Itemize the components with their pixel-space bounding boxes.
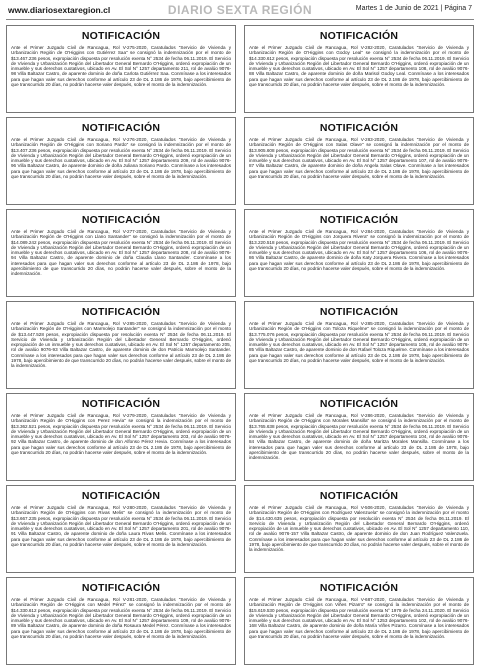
notice-box [6,577,236,665]
notice-box [6,393,236,481]
notice-box [6,25,236,113]
notice-title: NOTIFICACIÓN [81,306,161,318]
notice-body: Ante el Primer Juzgado Civil de Rancagua, Rol V-276-2020, Caratulados "Servicio de Vivienda y Urbanización Región de O'Higgins con Soriano Pardo" se consignó la indemnización por el monto de $13.407.236 pesos, expropiación dispuesta por resolución exenta N° 2534 de fecha 06.11.2019. El Servicio de Vivienda y Urbanización Región del Libertador General Bernardo O'Higgins, ordenó expropiación de un inmueble y sus derechos cuotativos, ubicado en Av. El Sol N° 1257 departamento 209, rol de avalúo 9076-96 Villa Baltazar Castro, de aparente dominio de doña Juliana Soriano Pardo. Conmínase a los interesados para que hagan valer sus derechos conforme al artículo 23 de DL 2.186 de 1978, bajo apercibimiento de que transcurrido 20 días, no podrán hacerse valer después, sobre el monto de la indemnización. [11,137,231,179]
notice-title: NOTIFICACIÓN [319,122,399,134]
notice-box [244,117,474,205]
notice-box [6,209,236,297]
notice-box [6,485,236,573]
notice-box [244,209,474,297]
notice-body: Ante el Primer Juzgado Civil de Rancagua, Rol V-283-2020, Caratulados "Servicio de Vivienda y Urbanización Región de O'Higgins con Salas Olave" se consignó la indemnización por el monto de $13.905.608 pesos, expropiación dispuesta por resolución exenta N° 2534 de fecha 06.11.2019. El Servicio de Vivienda y Urbanización Región del Libertador General Bernardo O'Higgins, ordenó expropiación de un inmueble y sus derechos cuotativos, ubicado en Av. El Sol N° 1257 departamento 107, rol de avalúo 9076-87 Villa Baltazar Castro, de aparente dominio de doña Angela Salas Olave. Conmínase a los interesados para que hagan valer sus derechos conforme al artículo 23 de DL 2.186 de 1978, bajo apercibimiento de que transcurrido 20 días, no podrán hacerse valer después, sobre el monto de la indemnización. [249,137,469,179]
notice-title: NOTIFICACIÓN [81,214,161,226]
notice-title: NOTIFICACIÓN [81,582,161,594]
notice-body: Ante el Primer Juzgado Civil de Rancagua, Rol V-277-2020, Caratulados "Servicio de Vivienda y Urbanización Región de O'Higgins con Llano Santander" se consignó la indemnización por el monto de $14.089.242 pesos, expropiación dispuesta por resolución exenta N° 2534 de fecha 06.11.2019. El Servicio de Vivienda y Urbanización Región del Libertador General Bernardo O'Higgins, ordenó expropiación de un inmueble y sus derechos cuotativos, ubicado en Av. El Sol N° 1257 departamento 208, rol de avalúo 9076-94 Villa Baltazar Castro, de aparente dominio de doña Claudia Llano Santander. Conmínase a los interesados para que hagan valer sus derechos conforme al artículo 23 de DL 2.186 de 1978, bajo apercibimiento de que transcurrido 20 días, no podrán hacerse valer después, sobre el monto de la indemnización. [11,229,231,276]
notice-body: Ante el Primer Juzgado Civil de Rancagua, Rol V-687-2020, Caratulados "Servicio de Vivienda y Urbanización Región de O'Higgins con Viñes Pizarro" se consignó la indemnización por el monto de $15.619.530 pesos, expropiación dispuesta por resolución exenta N° 1979 de fecha 24.11.2020. El Servicio de Vivienda y Urbanización Región del Libertador General Bernardo O'Higgins, ordenó expropiación de un inmueble y sus derechos cuotativos, ubicado en Av. El Sol N° 1253 departamento 102, rol de avalúo 9076-168 Villa Baltazar Castro, de aparente dominio de doña María Viñes Pizarro. Conmínase a los interesados para que hagan valer sus derechos conforme al artículo 23 de DL 2.186 de 1978, bajo apercibimiento de que transcurrido 20 días, no podrán hacerse valer después, sobre el monto de la indemnización. [249,597,469,639]
notice-title: NOTIFICACIÓN [319,30,399,42]
notice-box [244,301,474,389]
notice-box [6,117,236,205]
notice-title: NOTIFICACIÓN [319,582,399,594]
notice-box [244,577,474,665]
notice-body: Ante el Primer Juzgado Civil de Rancagua, Rol V-275-2020, Caratulados "Servicio de Vivienda y Urbanización Región de O'Higgins con Gutiérrez Saa" se consignó la indemnización por el monto de $13.467.236 pesos, expropiación dispuesta por resolución exenta N° 2534 de fecha 06.11.2019. El Servicio de Vivienda y Urbanización Región del Libertador General Bernardo O'Higgins, ordenó expropiación de un inmueble y sus derechos cuotativos, ubicado en Av. El Sol N° 1257 departamento 211, rol de avalúo 9076-98 Villa Baltazar Castro, de aparente dominio de doña Carlota Gutiérrez Saa. Conmínase a los interesados para que hagan valer sus derechos conforme al artículo 23 de DL 2.186 de 1978, bajo apercibimiento de que transcurrido 20 días, no podrán hacerse valer después, sobre el monto de la indemnización. [11,45,231,87]
notice-body: Ante el Primer Juzgado Civil de Rancagua, Rol V-279-2020, Caratulados "Servicio de Vivienda y Urbanización Región de O'Higgins con Perez Hevia" se consignó la indemnización por el monto de $13.362.521 pesos, expropiación dispuesta por resolución exenta N° 2534 de fecha 06.11.2019. El Servicio de Vivienda y Urbanización Región del Libertador General Bernardo O'Higgins, ordenó expropiación de un inmueble y sus derechos cuotativos, ubicado en Av. El Sol N° 1257 departamento 203, rol de avalúo 9076-92 Villa Baltazar Castro, de aparente dominio de don Alfonso Pérez Hevia. Conmínase a los interesados para que hagan valer sus derechos conforme al artículo 23 de DL 2.186 de 1978, bajo apercibimiento de que transcurrido 20 días, no podrán hacerse valer después, sobre el monto de la indemnización. [11,413,231,455]
notice-box [6,301,236,389]
notice-body: Ante el Primer Juzgado Civil de Rancagua, Rol V-280-2020, Caratulados "Servicio de Vivienda y Urbanización Región de O'Higgins con Rivas Melis" se consignó la indemnización por el monto de $13.667.235 pesos, expropiación dispuesta por resolución exenta N° 2534 de fecha 06.11.2019. El Servicio de Vivienda y Urbanización Región del Libertador General Bernardo O'Higgins, ordenó expropiación de un inmueble y sus derechos cuotativos, ubicado en Av. El Sol N° 1257 departamento 201, rol de avalúo 9076-91 Villa Baltazar Castro, de aparente dominio de doña Laura Rivas Melis. Conmínase a los interesados para que hagan valer sus derechos conforme al artículo 23 de DL 2.186 de 1978, bajo apercibimiento de que transcurrido 20 días, no podrán hacerse valer después, sobre el monto de la indemnización. [11,505,231,547]
date-page-label: Martes 1 de Junio de 2021 | Página 7 [355,5,472,12]
notice-box [244,485,474,573]
newspaper-title: DIARIO SEXTA REGIÓN [167,3,313,17]
notice-body: Ante el Primer Juzgado Civil de Rancagua, Rol V-284-2020, Caratulados "Servicio de Vivienda y Urbanización Región de O'Higgins con Jorquera Rivera" se consignó la indemnización por el monto de $13.220.518 pesos, expropiación dispuesta por resolución exenta N° 2534 de fecha 06.11.2019. El Servicio de Vivienda y Urbanización Región del Libertador General Bernardo O'Higgins, ordenó expropiación de un inmueble y sus derechos cuotativos, ubicado en Av. El Sol N° 1257 departamento 106, rol de avalúo 9076-86 Villa Baltazar Castro, de aparente dominio de doña Katy Jorquera Rivera. Conmínase a los interesados para que hagan valer sus derechos conforme al artículo 23 de DL 2.186 de 1978, bajo apercibimiento de que transcurrido 20 días, no podrán hacerse valer después, sobre el monto de la indemnización. [249,229,469,271]
page-header [0,0,480,20]
notice-title: NOTIFICACIÓN [81,398,161,410]
notice-title: NOTIFICACIÓN [81,122,161,134]
notice-title: NOTIFICACIÓN [319,214,399,226]
notice-body: Ante el Primer Juzgado Civil de Rancagua, Rol V-282-2020, Caratulados "Servicio de Vivienda y Urbanización Región de O'Higgins con Godoy Leal" se consignó la indemnización por el monto de $14.330.612 pesos, expropiación dispuesta por resolución exenta N° 2534 de fecha 06.11.2019. El Servicio de Vivienda y Urbanización Región del Libertador General Bernardo O'Higgins, ordenó expropiación de un inmueble y sus derechos cuotativos, ubicado en Av. El Sol N° 1257 departamento 108, rol de avalúo 9076-88 Villa Baltazar Castro, de aparente dominio de doña Marisol Godoy Leal. Conmínase a los interesados para que hagan valer sus derechos conforme al artículo 23 de DL 2.186 de 1978, bajo apercibimiento de que transcurrido 20 días, no podrán hacerse valer después, sobre el monto de la indemnización. [249,45,469,87]
notice-box [244,393,474,481]
notice-title: NOTIFICACIÓN [319,306,399,318]
header-divider [6,19,474,20]
notice-body: Ante el Primer Juzgado Civil de Rancagua, Rol V-281-2020, Caratulados "Servicio de Vivienda y Urbanización Región de O'Higgins con Medel Pérez" se consignó la indemnización por el monto de $14.330.612 pesos, expropiación dispuesta por resolución exenta N° 2534 de fecha 06.11.2019. El Servicio de Vivienda y Urbanización Región del Libertador General Bernardo O'Higgins, ordenó expropiación de un inmueble y sus derechos cuotativos, ubicado en Av. El Sol N° 1257 departamento 109, rol de avalúo 9076-89 Villa Baltazar Castro, de aparente dominio de doña Rosaura Medel Pérez. Conmínase a los interesados para que hagan valer sus derechos conforme al artículo 23 de DL 2.186 de 1978, bajo apercibimiento de que transcurrido 20 días, no podrán hacerse valer después, sobre el monto de la indemnización. [11,597,231,639]
notice-title: NOTIFICACIÓN [319,398,399,410]
notice-title: NOTIFICACIÓN [319,490,399,502]
notice-body: Ante el Primer Juzgado Civil de Rancagua, Rol V-285-2020, Caratulados "Servicio de Vivienda y Urbanización Región de O'Higgins con Marmolejo Santander" se consignó la indemnización por el monto de $13.447.528 pesos, expropiación dispuesta por resolución exenta N° 2534 de fecha 06.11.2019. El Servicio de Vivienda y Urbanización Región del Libertador General Bernardo O'Higgins, ordenó expropiación de un inmueble y sus derechos cuotativos, ubicado en Av. El Sol N° 1257 departamento 205, rol de avalúo 9076-93 Villa Baltazar Castro, de aparente dominio de don Patricio Marmolejo Santander. Conmínase a los interesados para que hagan valer sus derechos conforme al artículo 23 de DL 2.186 de 1978, bajo apercibimiento de que transcurrido 20 días, no podrán hacerse valer después, sobre el monto de la indemnización. [11,321,231,368]
notice-body: Ante el Primer Juzgado Civil de Rancagua, Rol V-285-2020, Caratulados "Servicio de Vivienda y Urbanización Región de O'Higgins con Toloza Riquelme" se consignó la indemnización por el monto de $13.775.076 pesos, expropiación dispuesta por resolución exenta N° 2534 de fecha 06.11.2019. El Servicio de Vivienda y Urbanización Región del Libertador General Bernardo O'Higgins, ordenó expropiación de un inmueble y sus derechos cuotativos, ubicado en Av. El Sol N° 1257 departamento 105, rol de avalúo 9076-85 Villa Baltazar Castro, de aparente dominio de don Rafael Toloza Riquelme. Conmínase a los interesados para que hagan valer sus derechos conforme al artículo 23 de DL 2.186 de 1978, bajo apercibimiento de que transcurrido 20 días, no podrán hacerse valer después, sobre el monto de la indemnización. [249,321,469,363]
notices-grid [6,25,474,665]
notice-box [244,25,474,113]
notice-title: NOTIFICACIÓN [81,490,161,502]
notice-title: NOTIFICACIÓN [81,30,161,42]
site-url: www.diariosextaregion.cl [8,5,111,15]
notice-body: Ante el Primer Juzgado Civil de Rancagua, Rol V-506-2020, Caratulados "Servicio de Vivienda y Urbanización Región de O'Higgins con Rodríguez Valenzuela" se consignó la indemnización por el monto de $14.430.635 pesos, expropiación dispuesta por resolución exenta N° 2534 de fecha 06.11.2019. El Servicio de Vivienda y Urbanización Región del Libertador General Bernardo O'Higgins, ordenó expropiación de un inmueble y sus derechos cuotativos, ubicado en Av. El Sol N° 1257 departamento 110, rol de avalúo 9076-157 Villa Baltazar Castro, de aparente dominio de don Juan Rodríguez Valenzuela. Conmínase a los interesados para que hagan valer sus derechos conforme al artículo 23 de DL 2.186 de 1978, bajo apercibimiento de que transcurrido 20 días, no podrán hacerse valer después, sobre el monto de la indemnización. [249,505,469,552]
notice-body: Ante el Primer Juzgado Civil de Rancagua, Rol V-286-2020, Caratulados "Servicio de Vivienda y Urbanización Región de O'Higgins con Morales Mansilla" se consignó la indemnización por el monto de $13.765.638 pesos, expropiación dispuesta por resolución exenta N° 2534 de fecha 06.11.2019. El Servicio de Vivienda y Urbanización Región del Libertador General Bernardo O'Higgins, ordenó expropiación de un inmueble y sus derechos cuotativos, ubicado en Av. El Sol N° 1257 departamento 104, rol de avalúo 9076-84 Villa Baltazar Castro, de aparente dominio de doña Maritza Morales Mansilla. Conmínase a los interesados para que hagan valer sus derechos conforme al artículo 23 de DL 2.186 de 1978, bajo apercibimiento de que transcurrido 20 días, no podrán hacerse valer después, sobre el monto de la indemnización. [249,413,469,460]
